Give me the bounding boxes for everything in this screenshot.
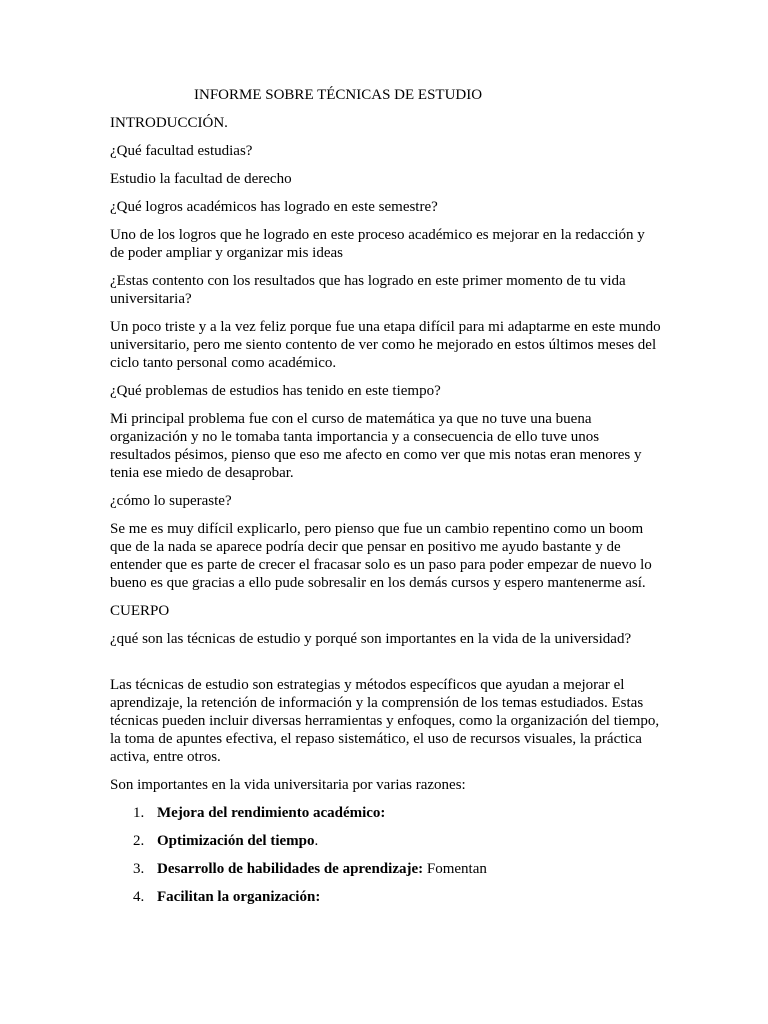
answer-achievements: Uno de los logros que he logrado en este proceso académico es mejorar en la redacción y de poder ampliar y organizar mis ideas (110, 227, 645, 261)
list-item-rest: Fomentan (423, 861, 487, 877)
answer-problems: Mi principal problema fue con el curso de matemática ya que no tuve una buena organización y no le tomaba tanta importancia y a consecuencia de ello tuve unos resultados pésimos, pienso que eso me afecto en como ver que mis notas eran menores y tenia ese miedo de desaprobar. (110, 411, 642, 481)
answer-overcome: Se me es muy difícil explicarlo, pero pienso que fue un cambio repentino como un boom que de la nada se aparece podría decir que pensar en positivo me ayudo bastante y de entender que es parte de crecer el fracasar solo es un paso para poder empezar de nuevo lo bueno es que gracias a ello pude sobresalir en los demás cursos y espero mantenerme así. (110, 521, 652, 591)
question-problems: ¿Qué problemas de estudios has tenido en este tiempo? (110, 383, 441, 399)
list-item-bold: Desarrollo de habilidades de aprendizaje: (157, 861, 424, 877)
list-item (110, 832, 662, 850)
list-item-bold: Optimización del tiempo (157, 833, 315, 849)
list-number: 1. (133, 805, 145, 821)
question-satisfaction: ¿Estas contento con los resultados que has logrado en este primer momento de tu vida universitaria? (110, 273, 626, 307)
document-body (110, 114, 662, 916)
answer-faculty: Estudio la facultad de derecho (110, 171, 292, 187)
list-item-bold: Mejora del rendimiento académico: (157, 805, 386, 821)
list-number: 4. (133, 889, 145, 905)
intro-heading: INTRODUCCIÓN. (110, 115, 228, 131)
body-heading: CUERPO (110, 603, 170, 619)
list-number: 3. (133, 861, 145, 877)
question-techniques: ¿qué son las técnicas de estudio y porqué son importantes en la vida de la universidad? (110, 631, 632, 647)
answer-satisfaction: Un poco triste y a la vez feliz porque fue una etapa difícil para mi adaptarme en este mundo universitario, pero me siento contento de ver como he mejorado en estos últimos meses del ciclo tanto personal como académico. (110, 319, 661, 371)
list-item (110, 888, 662, 906)
paragraph-techniques: Las técnicas de estudio son estrategias y métodos específicos que ayudan a mejorar el aprendizaje, la retención de información y la comprensión de los temas estudiados. Estas técnicas pueden incluir diversas herramientas y enfoques, como la organización del tiempo, la toma de apuntes efectiva, el repaso sistemático, el uso de recursos visuales, la práctica activa, entre otros. (110, 677, 660, 765)
reasons-list (110, 804, 662, 906)
question-faculty: ¿Qué facultad estudias? (110, 143, 253, 159)
question-overcome: ¿cómo lo superaste? (110, 493, 232, 509)
question-achievements: ¿Qué logros académicos has logrado en este semestre? (110, 199, 438, 215)
paragraph-importance: Son importantes en la vida universitaria por varias razones: (110, 777, 466, 793)
list-item (110, 860, 662, 878)
list-number: 2. (133, 833, 145, 849)
document-title: INFORME SOBRE TÉCNICAS DE ESTUDIO (194, 87, 483, 103)
list-item-bold: Facilitan la organización: (157, 889, 321, 905)
list-item-rest: . (314, 833, 319, 849)
list-item (110, 804, 662, 822)
